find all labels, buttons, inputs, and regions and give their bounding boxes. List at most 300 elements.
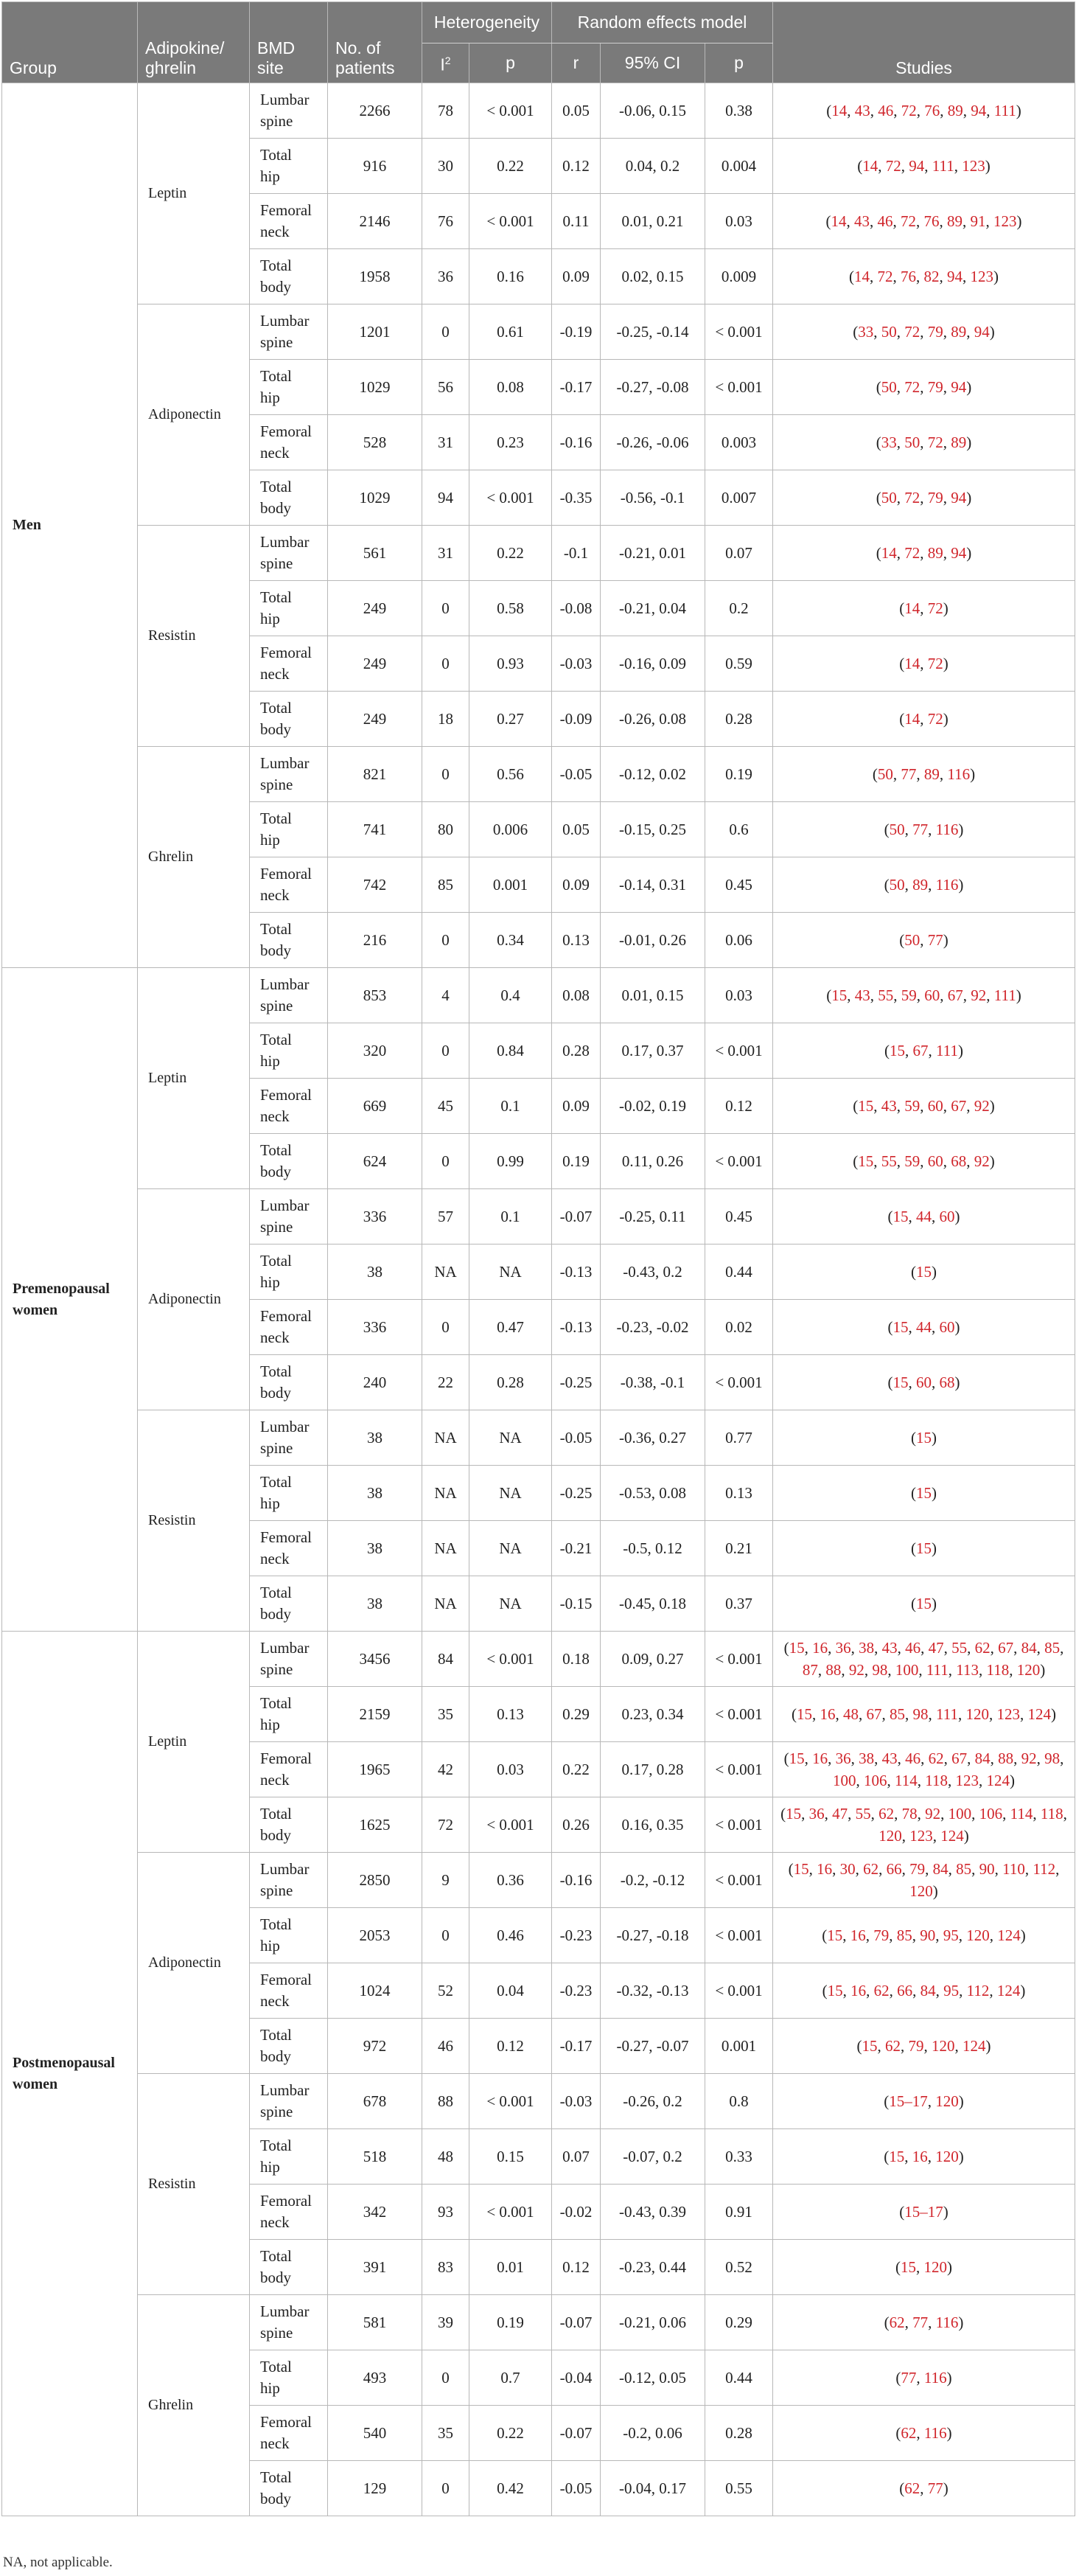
patients-cell: 320 xyxy=(328,1023,422,1079)
header-i2-sup: 2 xyxy=(444,55,451,67)
study-reference-link[interactable]: 59 xyxy=(901,986,917,1004)
patients-cell: 1201 xyxy=(328,304,422,360)
study-reference-link[interactable]: 120 xyxy=(923,2258,948,2276)
patients-cell: 336 xyxy=(328,1189,422,1245)
i2-cell: 80 xyxy=(422,802,469,857)
study-reference-link[interactable]: 15 xyxy=(916,1595,932,1612)
study-reference-link[interactable]: 62 xyxy=(904,2479,920,2497)
i2-cell: 57 xyxy=(422,1189,469,1245)
study-reference-link[interactable]: 72 xyxy=(927,599,943,617)
study-reference-link[interactable]: 100 xyxy=(895,1661,919,1679)
study-reference-link[interactable]: 15 xyxy=(831,986,848,1004)
study-reference-link[interactable]: 76 xyxy=(923,212,940,230)
study-reference-link[interactable]: 36 xyxy=(808,1805,825,1823)
study-reference-link[interactable]: 89 xyxy=(947,212,963,230)
study-reference-link[interactable]: 120 xyxy=(1016,1661,1041,1679)
study-reference-link[interactable]: 111 xyxy=(993,102,1016,119)
study-reference-link[interactable]: 15 xyxy=(793,1860,809,1878)
study-reference-link[interactable]: 62 xyxy=(873,1982,890,1999)
study-reference-link[interactable]: 15 xyxy=(862,2037,878,2055)
study-reference-link[interactable]: 36 xyxy=(835,1639,851,1657)
study-reference-link[interactable]: 84 xyxy=(974,1750,991,1767)
study-reference-link[interactable]: 14 xyxy=(904,655,920,672)
header-bmd-site xyxy=(250,2,328,83)
ci-cell: -0.2, 0.06 xyxy=(601,2406,705,2461)
study-reference-link[interactable]: 15 xyxy=(858,1097,874,1115)
study-reference-link[interactable]: 124 xyxy=(996,1982,1021,1999)
study-reference-link[interactable]: 66 xyxy=(897,1982,913,1999)
studies-cell: (50, 77) xyxy=(773,913,1075,968)
study-reference-link[interactable]: 120 xyxy=(878,1827,902,1845)
study-reference-link[interactable]: 92 xyxy=(848,1661,864,1679)
study-reference-link[interactable]: 15 xyxy=(827,1926,843,1944)
study-reference-link[interactable]: 14 xyxy=(831,212,847,230)
study-reference-link[interactable]: 100 xyxy=(948,1805,972,1823)
study-reference-link[interactable]: 77 xyxy=(912,821,929,838)
study-reference-link[interactable]: 62 xyxy=(863,1860,879,1878)
random-effects-p-cell: 0.28 xyxy=(705,2406,773,2461)
study-reference-link[interactable]: 85 xyxy=(956,1860,972,1878)
study-reference-link[interactable]: 106 xyxy=(979,1805,1003,1823)
study-reference-link[interactable]: 16 xyxy=(912,2148,928,2165)
study-reference-link[interactable]: 111 xyxy=(936,1042,958,1059)
patients-cell: 2146 xyxy=(328,194,422,249)
study-reference-link[interactable]: 92 xyxy=(974,1097,990,1115)
study-reference-link[interactable]: 62 xyxy=(878,1805,895,1823)
study-reference-link[interactable]: 47 xyxy=(928,1639,944,1657)
patients-cell: 528 xyxy=(328,415,422,470)
study-reference-link[interactable]: 59 xyxy=(904,1152,920,1170)
study-reference-link[interactable]: 15 xyxy=(892,1374,909,1391)
study-reference-link[interactable]: 123 xyxy=(996,1705,1020,1723)
i2-cell: 30 xyxy=(422,139,469,194)
r-cell: -0.02 xyxy=(552,2185,601,2240)
study-reference-link[interactable]: 123 xyxy=(970,268,994,285)
study-reference-link[interactable]: 118 xyxy=(925,1772,949,1789)
study-reference-link[interactable]: 90 xyxy=(920,1926,936,1944)
adipokine-cell: Resistin xyxy=(138,526,250,747)
bmd-site-cell: Lumbar spine xyxy=(250,2295,328,2350)
study-reference-link[interactable]: 43 xyxy=(854,212,870,230)
study-reference-link[interactable]: 67 xyxy=(951,1097,967,1115)
group-cell: Premenopausal women xyxy=(2,968,138,1632)
study-reference-link[interactable]: 62 xyxy=(974,1639,991,1657)
study-reference-link[interactable]: 15–17 xyxy=(904,2203,943,2221)
study-reference-link[interactable]: 79 xyxy=(927,489,943,507)
ci-cell: 0.02, 0.15 xyxy=(601,249,705,304)
study-reference-link[interactable]: 94 xyxy=(971,102,987,119)
study-reference-link[interactable]: 16 xyxy=(850,1982,867,1999)
study-reference-link[interactable]: 47 xyxy=(832,1805,848,1823)
study-reference-link[interactable]: 14 xyxy=(831,102,848,119)
study-reference-link[interactable]: 67 xyxy=(866,1705,882,1723)
study-reference-link[interactable]: 84 xyxy=(1021,1639,1037,1657)
random-effects-p-cell: 0.03 xyxy=(705,968,773,1023)
studies-cell: (33, 50, 72, 79, 89, 94) xyxy=(773,304,1075,360)
study-reference-link[interactable]: 68 xyxy=(951,1152,967,1170)
bmd-site-cell: Total body xyxy=(250,1134,328,1189)
study-reference-link[interactable]: 15 xyxy=(892,1318,909,1336)
study-reference-link[interactable]: 82 xyxy=(923,268,940,285)
study-reference-link[interactable]: 118 xyxy=(986,1661,1010,1679)
header-i2-base: I xyxy=(440,55,445,74)
study-reference-link[interactable]: 46 xyxy=(905,1750,921,1767)
study-reference-link[interactable]: 76 xyxy=(901,268,917,285)
study-reference-link[interactable]: 50 xyxy=(889,821,905,838)
study-reference-link[interactable]: 72 xyxy=(885,157,901,175)
i2-cell: NA xyxy=(422,1410,469,1466)
study-reference-link[interactable]: 15 xyxy=(889,2148,905,2165)
study-reference-link[interactable]: 98 xyxy=(1044,1750,1061,1767)
study-reference-link[interactable]: 77 xyxy=(927,2479,943,2497)
table-row xyxy=(2,2074,1075,2129)
study-reference-link[interactable]: 55 xyxy=(881,1152,897,1170)
study-reference-link[interactable]: 16 xyxy=(812,1750,828,1767)
study-reference-link[interactable]: 116 xyxy=(935,876,959,894)
study-reference-link[interactable]: 92 xyxy=(971,986,987,1004)
study-reference-link[interactable]: 46 xyxy=(878,102,894,119)
study-reference-link[interactable]: 78 xyxy=(901,1805,918,1823)
study-reference-link[interactable]: 43 xyxy=(881,1097,897,1115)
study-reference-link[interactable]: 50 xyxy=(881,378,897,396)
studies-cell: (33, 50, 72, 89) xyxy=(773,415,1075,470)
i2-cell: 36 xyxy=(422,249,469,304)
study-reference-link[interactable]: 48 xyxy=(843,1705,859,1723)
i2-cell: 0 xyxy=(422,1300,469,1355)
study-reference-link[interactable]: 120 xyxy=(966,1926,990,1944)
study-reference-link[interactable]: 84 xyxy=(920,1982,936,1999)
i2-cell: 45 xyxy=(422,1079,469,1134)
study-reference-link[interactable]: 120 xyxy=(935,2148,959,2165)
study-reference-link[interactable]: 72 xyxy=(927,655,943,672)
study-reference-link[interactable]: 76 xyxy=(924,102,940,119)
ci-cell: 0.04, 0.2 xyxy=(601,139,705,194)
study-reference-link[interactable]: 72 xyxy=(927,434,943,451)
study-reference-link[interactable]: 14 xyxy=(904,710,920,728)
study-reference-link[interactable]: 89 xyxy=(923,765,940,783)
i2-cell: 35 xyxy=(422,2406,469,2461)
study-reference-link[interactable]: 79 xyxy=(927,378,943,396)
study-reference-link[interactable]: 89 xyxy=(912,876,929,894)
study-reference-link[interactable]: 72 xyxy=(904,544,920,562)
study-reference-link[interactable]: 50 xyxy=(904,931,920,949)
patients-cell: 742 xyxy=(328,857,422,913)
random-effects-p-cell: 0.44 xyxy=(705,1245,773,1300)
study-reference-link[interactable]: 106 xyxy=(864,1772,887,1789)
study-reference-link[interactable]: 60 xyxy=(924,986,940,1004)
study-reference-link[interactable]: 15 xyxy=(797,1705,813,1723)
study-reference-link[interactable]: 72 xyxy=(901,102,917,119)
study-reference-link[interactable]: 55 xyxy=(878,986,894,1004)
study-reference-link[interactable]: 94 xyxy=(951,544,967,562)
random-effects-p-cell: 0.37 xyxy=(705,1576,773,1632)
ci-cell: -0.04, 0.17 xyxy=(601,2461,705,2516)
study-reference-link[interactable]: 110 xyxy=(1002,1860,1025,1878)
heterogeneity-p-cell: 0.1 xyxy=(469,1079,552,1134)
r-cell: -0.17 xyxy=(552,2019,601,2074)
study-reference-link[interactable]: 15–17 xyxy=(889,2092,928,2110)
study-reference-link[interactable]: 124 xyxy=(997,1926,1021,1944)
studies-cell: (15, 36, 47, 55, 62, 78, 92, 100, 106, 114, 118, 120, 123, 124) xyxy=(773,1797,1075,1853)
study-reference-link[interactable]: 123 xyxy=(993,212,1017,230)
ci-cell: -0.12, 0.02 xyxy=(601,747,705,802)
study-reference-link[interactable]: 92 xyxy=(925,1805,941,1823)
studies-cell: (14, 72, 89, 94) xyxy=(773,526,1075,581)
study-reference-link[interactable]: 16 xyxy=(812,1639,828,1657)
study-reference-link[interactable]: 79 xyxy=(909,1860,926,1878)
studies-cell: (50, 89, 116) xyxy=(773,857,1075,913)
study-reference-link[interactable]: 62 xyxy=(928,1750,944,1767)
adipokine-cell: Adiponectin xyxy=(138,1189,250,1410)
study-reference-link[interactable]: 43 xyxy=(881,1639,898,1657)
group-cell: Men xyxy=(2,83,138,968)
study-reference-link[interactable]: 62 xyxy=(885,2037,901,2055)
study-reference-link[interactable]: 15 xyxy=(916,1263,932,1281)
studies-cell: (15, 44, 60) xyxy=(773,1300,1075,1355)
study-reference-link[interactable]: 59 xyxy=(904,1097,920,1115)
study-reference-link[interactable]: 94 xyxy=(951,378,967,396)
study-reference-link[interactable]: 15 xyxy=(786,1805,802,1823)
study-reference-link[interactable]: 98 xyxy=(912,1705,929,1723)
study-reference-link[interactable]: 92 xyxy=(974,1152,990,1170)
study-reference-link[interactable]: 16 xyxy=(817,1860,833,1878)
random-effects-p-cell: < 0.001 xyxy=(705,1963,773,2019)
study-reference-link[interactable]: 84 xyxy=(932,1860,949,1878)
study-reference-link[interactable]: 72 xyxy=(877,268,893,285)
study-reference-link[interactable]: 77 xyxy=(901,765,917,783)
study-reference-link[interactable]: 94 xyxy=(909,157,925,175)
studies-cell: (15, 16, 62, 66, 84, 95, 112, 124) xyxy=(773,1963,1075,2019)
heterogeneity-p-cell: 0.15 xyxy=(469,2129,552,2185)
heterogeneity-p-cell: NA xyxy=(469,1245,552,1300)
study-reference-link[interactable]: 112 xyxy=(1033,1860,1056,1878)
study-reference-link[interactable]: 118 xyxy=(1040,1805,1063,1823)
study-reference-link[interactable]: 123 xyxy=(955,1772,979,1789)
study-reference-link[interactable]: 15 xyxy=(827,1982,843,1999)
study-reference-link[interactable]: 123 xyxy=(962,157,985,175)
table-row xyxy=(2,83,1075,139)
study-reference-link[interactable]: 15 xyxy=(789,1750,805,1767)
study-reference-link[interactable]: 77 xyxy=(901,2369,917,2387)
study-reference-link[interactable]: 124 xyxy=(1027,1705,1051,1723)
study-reference-link[interactable]: 14 xyxy=(881,544,897,562)
study-reference-link[interactable]: 43 xyxy=(881,1750,898,1767)
study-reference-link[interactable]: 95 xyxy=(943,1926,959,1944)
heterogeneity-p-cell: 0.23 xyxy=(469,415,552,470)
study-reference-link[interactable]: 89 xyxy=(927,544,943,562)
study-reference-link[interactable]: 89 xyxy=(947,102,963,119)
study-reference-link[interactable]: 67 xyxy=(912,1042,929,1059)
study-reference-link[interactable]: 116 xyxy=(923,2369,947,2387)
header-adipokine-text: Adipokine/ ghrelin xyxy=(145,38,225,77)
study-reference-link[interactable]: 50 xyxy=(904,434,920,451)
heterogeneity-p-cell: 0.1 xyxy=(469,1189,552,1245)
study-reference-link[interactable]: 38 xyxy=(859,1639,875,1657)
study-reference-link[interactable]: 44 xyxy=(916,1318,932,1336)
study-reference-link[interactable]: 120 xyxy=(935,2092,959,2110)
study-reference-link[interactable]: 85 xyxy=(1044,1639,1061,1657)
study-reference-link[interactable]: 123 xyxy=(909,1827,933,1845)
study-reference-link[interactable]: 113 xyxy=(956,1661,979,1679)
study-reference-link[interactable]: 43 xyxy=(854,102,870,119)
study-reference-link[interactable]: 120 xyxy=(909,1882,933,1900)
study-reference-link[interactable]: 55 xyxy=(951,1639,968,1657)
i2-cell: NA xyxy=(422,1245,469,1300)
random-effects-p-cell: 0.06 xyxy=(705,913,773,968)
study-reference-link[interactable]: 116 xyxy=(935,2314,959,2331)
patients-cell: 972 xyxy=(328,2019,422,2074)
r-cell: -0.15 xyxy=(552,1576,601,1632)
study-reference-link[interactable]: 62 xyxy=(901,2424,917,2442)
table-body xyxy=(2,83,1075,2516)
studies-cell: (14, 72, 94, 111, 123) xyxy=(773,139,1075,194)
study-reference-link[interactable]: 60 xyxy=(939,1318,955,1336)
study-reference-link[interactable]: 14 xyxy=(904,599,920,617)
study-reference-link[interactable]: 116 xyxy=(947,765,971,783)
study-reference-link[interactable]: 60 xyxy=(916,1374,932,1391)
study-reference-link[interactable]: 67 xyxy=(951,1750,968,1767)
study-reference-link[interactable]: 16 xyxy=(850,1926,866,1944)
study-reference-link[interactable]: 15 xyxy=(892,1208,909,1225)
study-reference-link[interactable]: 91 xyxy=(970,212,986,230)
study-reference-link[interactable]: 16 xyxy=(820,1705,836,1723)
study-reference-link[interactable]: 94 xyxy=(974,323,990,341)
study-reference-link[interactable]: 95 xyxy=(943,1982,960,1999)
study-reference-link[interactable]: 15 xyxy=(916,1429,932,1447)
study-reference-link[interactable]: 111 xyxy=(926,1661,949,1679)
study-reference-link[interactable]: 14 xyxy=(854,268,870,285)
study-reference-link[interactable]: 92 xyxy=(1021,1750,1037,1767)
study-reference-link[interactable]: 38 xyxy=(859,1750,875,1767)
study-reference-link[interactable]: 14 xyxy=(862,157,878,175)
i2-cell: NA xyxy=(422,1521,469,1576)
study-reference-link[interactable]: 114 xyxy=(1010,1805,1033,1823)
i2-cell: 78 xyxy=(422,83,469,139)
study-reference-link[interactable]: 124 xyxy=(963,2037,986,2055)
study-reference-link[interactable]: 77 xyxy=(912,2314,929,2331)
study-reference-link[interactable]: 15 xyxy=(916,1484,932,1502)
study-reference-link[interactable]: 15 xyxy=(901,2258,917,2276)
study-reference-link[interactable]: 46 xyxy=(905,1639,921,1657)
study-reference-link[interactable]: 33 xyxy=(858,323,874,341)
random-effects-p-cell: < 0.001 xyxy=(705,1742,773,1797)
study-reference-link[interactable]: 100 xyxy=(833,1772,856,1789)
study-reference-link[interactable]: 72 xyxy=(904,489,920,507)
study-reference-link[interactable]: 90 xyxy=(979,1860,995,1878)
r-cell: 0.12 xyxy=(552,2240,601,2295)
study-reference-link[interactable]: 33 xyxy=(881,434,897,451)
study-reference-link[interactable]: 124 xyxy=(986,1772,1010,1789)
study-reference-link[interactable]: 85 xyxy=(896,1926,912,1944)
study-reference-link[interactable]: 43 xyxy=(854,986,870,1004)
study-reference-link[interactable]: 68 xyxy=(939,1374,955,1391)
study-reference-link[interactable]: 111 xyxy=(993,986,1016,1004)
study-reference-link[interactable]: 124 xyxy=(940,1827,964,1845)
heterogeneity-p-cell: 0.03 xyxy=(469,1742,552,1797)
study-reference-link[interactable]: 111 xyxy=(936,1705,958,1723)
study-reference-link[interactable]: 62 xyxy=(889,2314,905,2331)
study-reference-link[interactable]: 87 xyxy=(802,1661,818,1679)
study-reference-link[interactable]: 89 xyxy=(951,434,967,451)
study-reference-link[interactable]: 88 xyxy=(825,1661,842,1679)
study-reference-link[interactable]: 60 xyxy=(927,1152,943,1170)
study-reference-link[interactable]: 60 xyxy=(927,1097,943,1115)
study-reference-link[interactable]: 114 xyxy=(895,1772,918,1789)
random-effects-p-cell: 0.2 xyxy=(705,581,773,636)
bmd-site-cell: Femoral neck xyxy=(250,2406,328,2461)
study-reference-link[interactable]: 120 xyxy=(932,2037,955,2055)
ci-cell: -0.01, 0.26 xyxy=(601,913,705,968)
study-reference-link[interactable]: 15 xyxy=(890,1042,906,1059)
study-reference-link[interactable]: 94 xyxy=(947,268,963,285)
study-reference-link[interactable]: 72 xyxy=(904,378,920,396)
study-reference-link[interactable]: 36 xyxy=(835,1750,851,1767)
study-reference-link[interactable]: 98 xyxy=(872,1661,888,1679)
i2-cell: NA xyxy=(422,1466,469,1521)
study-reference-link[interactable]: 30 xyxy=(839,1860,856,1878)
header-95-ci: 95% CI xyxy=(601,43,705,83)
study-reference-link[interactable]: 112 xyxy=(966,1982,990,1999)
studies-cell: (62, 77, 116) xyxy=(773,2295,1075,2350)
r-cell: 0.09 xyxy=(552,249,601,304)
study-reference-link[interactable]: 66 xyxy=(886,1860,902,1878)
heterogeneity-p-cell: 0.16 xyxy=(469,249,552,304)
study-reference-link[interactable]: 50 xyxy=(889,876,905,894)
study-reference-link[interactable]: 44 xyxy=(916,1208,932,1225)
study-reference-link[interactable]: 15 xyxy=(916,1539,932,1557)
studies-cell: (50, 77, 116) xyxy=(773,802,1075,857)
random-effects-p-cell: 0.33 xyxy=(705,2129,773,2185)
study-reference-link[interactable]: 72 xyxy=(927,710,943,728)
ci-cell: 0.01, 0.21 xyxy=(601,194,705,249)
study-reference-link[interactable]: 67 xyxy=(947,986,963,1004)
ci-cell: -0.26, -0.06 xyxy=(601,415,705,470)
study-reference-link[interactable]: 50 xyxy=(877,765,893,783)
patients-cell: 581 xyxy=(328,2295,422,2350)
study-reference-link[interactable]: 85 xyxy=(890,1705,906,1723)
study-reference-link[interactable]: 116 xyxy=(935,821,959,838)
study-reference-link[interactable]: 55 xyxy=(855,1805,871,1823)
study-reference-link[interactable]: 72 xyxy=(904,323,920,341)
study-reference-link[interactable]: 116 xyxy=(923,2424,947,2442)
study-reference-link[interactable]: 89 xyxy=(951,323,967,341)
study-reference-link[interactable]: 15 xyxy=(858,1152,874,1170)
random-effects-p-cell: 0.91 xyxy=(705,2185,773,2240)
study-reference-link[interactable]: 94 xyxy=(951,489,967,507)
ci-cell: -0.06, 0.15 xyxy=(601,83,705,139)
study-reference-link[interactable]: 120 xyxy=(965,1705,989,1723)
r-cell: -0.25 xyxy=(552,1466,601,1521)
study-reference-link[interactable]: 15 xyxy=(789,1639,805,1657)
study-reference-link[interactable]: 79 xyxy=(908,2037,924,2055)
study-reference-link[interactable]: 50 xyxy=(881,323,897,341)
study-reference-link[interactable]: 88 xyxy=(998,1750,1014,1767)
study-reference-link[interactable]: 111 xyxy=(932,157,954,175)
random-effects-p-cell: 0.07 xyxy=(705,526,773,581)
patients-cell: 916 xyxy=(328,139,422,194)
bmd-site-cell: Total hip xyxy=(250,2129,328,2185)
study-reference-link[interactable]: 79 xyxy=(927,323,943,341)
study-reference-link[interactable]: 46 xyxy=(877,212,893,230)
study-reference-link[interactable]: 60 xyxy=(939,1208,955,1225)
study-reference-link[interactable]: 67 xyxy=(998,1639,1014,1657)
bmd-site-cell: Total body xyxy=(250,2019,328,2074)
study-reference-link[interactable]: 72 xyxy=(901,212,917,230)
study-reference-link[interactable]: 79 xyxy=(873,1926,890,1944)
study-reference-link[interactable]: 50 xyxy=(881,489,897,507)
study-reference-link[interactable]: 77 xyxy=(927,931,943,949)
i2-cell: 48 xyxy=(422,2129,469,2185)
